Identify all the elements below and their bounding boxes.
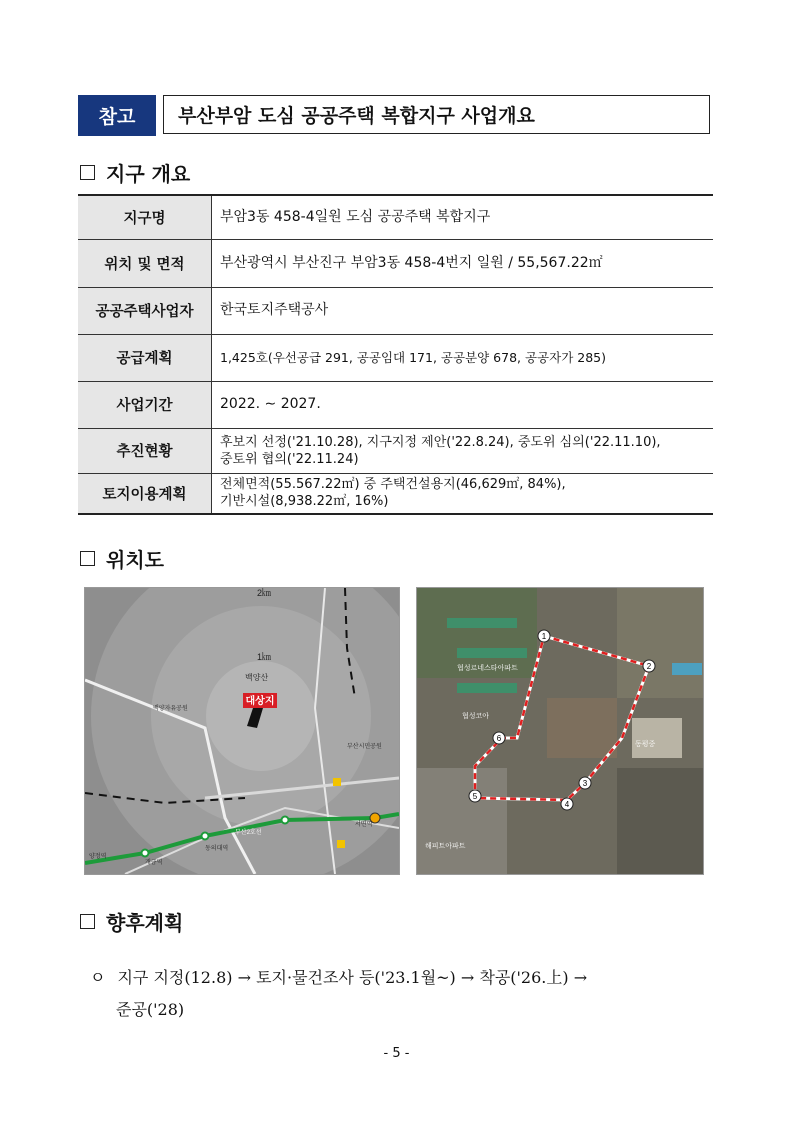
row-value-line: 전체면적(55.567.22㎡) 중 주택건설용지(46,629㎡, 84%), <box>220 477 566 493</box>
ring-label-1km: 1㎞ <box>257 652 272 662</box>
route-marker: 4 <box>564 800 570 809</box>
row-label: 공공주택사업자 <box>78 287 212 334</box>
location-map-overview <box>84 587 400 875</box>
bullet: ㅇ <box>90 968 106 987</box>
checkbox-square-icon <box>80 165 95 180</box>
section-heading-location <box>80 544 164 573</box>
checkbox-square-icon <box>80 551 95 566</box>
plan-line-2: 준공('28) <box>116 1000 185 1019</box>
reference-tag: 참고 <box>78 95 156 136</box>
route-marker: 2 <box>646 662 652 671</box>
future-plan <box>90 962 690 1026</box>
table-row <box>78 381 713 428</box>
section-title: 지구 개요 <box>106 162 191 186</box>
map-label: 백양산 <box>245 673 269 682</box>
row-value: 1,425호(우선공급 291, 공공임대 171, 공공분양 678, 공공자가 285) <box>212 334 714 381</box>
section-heading-plan <box>80 907 183 936</box>
row-value: 부산광역시 부산진구 부암3동 458-4번지 일원 / 55,567.22㎡ <box>212 239 714 287</box>
row-value: 2022. ∼ 2027. <box>212 381 714 428</box>
row-label: 공급계획 <box>78 334 212 381</box>
page-number: - 5 - <box>383 1046 410 1061</box>
row-label: 추진현황 <box>78 428 212 473</box>
map-label: 양정역 <box>89 854 107 860</box>
route-marker: 3 <box>582 779 588 788</box>
section-title: 향후계획 <box>106 911 184 935</box>
table-row <box>78 287 713 334</box>
map-label: 해피트아파트 <box>425 843 466 850</box>
map-label: 동평중 <box>635 741 656 748</box>
table-row <box>78 195 713 239</box>
row-value-line: 기반시설(8,938.22㎡, 16%) <box>220 494 389 510</box>
checkbox-square-icon <box>80 914 95 929</box>
route-marker: 1 <box>541 632 547 641</box>
map-label: 협성코아 <box>462 713 490 720</box>
page-title: 부산부암 도심 공공주택 복합지구 사업개요 <box>163 95 710 134</box>
plan-line <box>90 962 690 994</box>
map-label: 부산2호선 <box>235 830 262 836</box>
row-label: 위치 및 면적 <box>78 239 212 287</box>
table-row <box>78 239 713 287</box>
route-marker: 6 <box>496 734 502 743</box>
map-label: 백양자유공원 <box>153 706 188 712</box>
row-label: 사업기간 <box>78 381 212 428</box>
row-label: 토지이용계획 <box>78 473 212 514</box>
map-label: 서면역 <box>355 822 373 828</box>
map-label: 협성르네스타아파트 <box>457 665 518 672</box>
row-value <box>212 428 714 473</box>
row-value <box>212 473 714 514</box>
table-row <box>78 473 713 514</box>
map-label: 동의대역 <box>205 846 229 852</box>
map-label: 부산시민공원 <box>347 744 382 750</box>
ring-label-2km: 2㎞ <box>257 588 272 598</box>
table-row <box>78 428 713 473</box>
location-map-aerial <box>416 587 704 875</box>
row-label: 지구명 <box>78 195 212 239</box>
table-row <box>78 334 713 381</box>
map-label: 개금역 <box>145 860 163 866</box>
target-label: 대상지 <box>245 696 275 707</box>
row-value: 부암3동 458-4일원 도심 공공주택 복합지구 <box>212 195 714 239</box>
row-value-line: 중토위 협의('22.11.24) <box>220 451 359 467</box>
overview-table <box>78 194 713 515</box>
section-title: 위치도 <box>106 548 164 572</box>
plan-text: 지구 지정(12.8) → 토지·물건조사 등('23.1월~) → 착공('26.上) → <box>117 968 588 987</box>
section-heading-overview <box>80 158 190 187</box>
row-value-line: 후보지 선정('21.10.28), 지구지정 제안('22.8.24), 중도위 심의('22.11.10), <box>220 434 661 450</box>
route-marker: 5 <box>472 792 478 801</box>
row-value: 한국토지주택공사 <box>212 287 714 334</box>
